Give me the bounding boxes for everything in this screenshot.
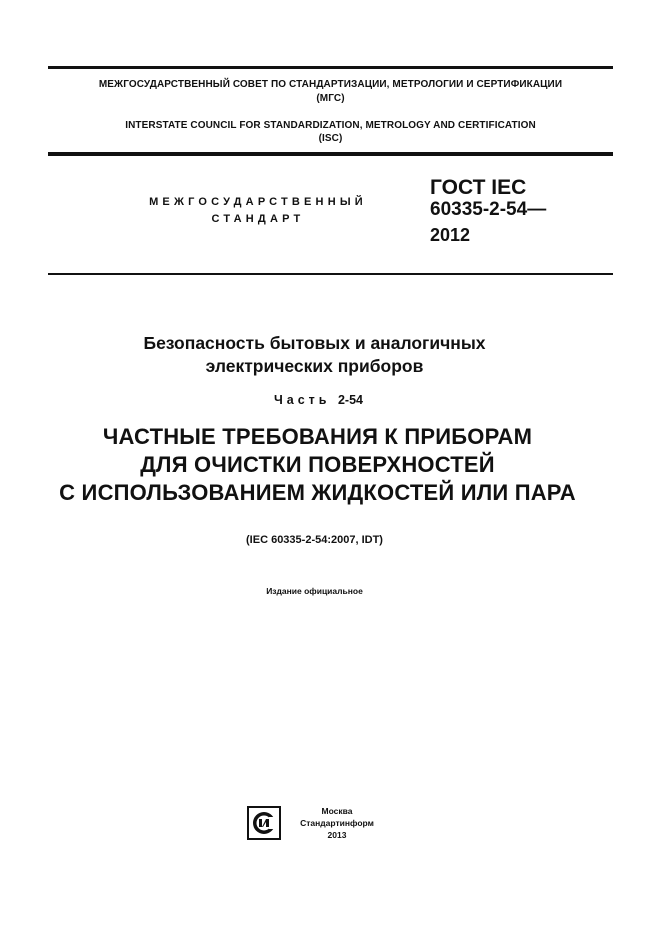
standartinform-logo-icon: [247, 806, 281, 840]
publisher-city: Москва: [321, 806, 353, 816]
council-bottom-rule: [48, 152, 613, 156]
standard-designation-year: 2012: [430, 225, 471, 245]
standard-designation-line1: ГОСТ IEC: [430, 176, 527, 199]
council-en-abbr: (ISC): [318, 133, 343, 144]
publisher-name: Стандартинформ: [300, 818, 374, 828]
edition-note: Издание официальное: [266, 586, 363, 596]
part-word: Часть: [273, 393, 331, 407]
title-line2: электрических приборов: [205, 356, 424, 376]
part-number: 2-54: [337, 393, 363, 407]
standard-designation-line2: 60335-2-54—: [430, 199, 547, 220]
council-ru-name: МЕЖГОСУДАРСТВЕННЫЙ СОВЕТ ПО СТАНДАРТИЗАЦИИ, МЕТРОЛОГИИ И СЕРТИФИКАЦИИ: [98, 79, 563, 90]
iec-reference: (IEC 60335-2-54:2007, IDT): [246, 534, 383, 546]
publisher-year: 2013: [327, 830, 347, 840]
part-label: [0, 393, 649, 407]
top-rule: [48, 66, 613, 69]
main-title-line2: ДЛЯ ОЧИСТКИ ПОВЕРХНОСТЕЙ: [140, 452, 495, 477]
main-title-line3: С ИСПОЛЬЗОВАНИЕМ ЖИДКОСТЕЙ ИЛИ ПАРА: [59, 480, 576, 505]
title-line1: Безопасность бытовых и аналогичных: [143, 333, 486, 353]
main-title-line1: ЧАСТНЫЕ ТРЕБОВАНИЯ К ПРИБОРАМ: [102, 424, 533, 449]
standard-kind-line1: МЕЖГОСУДАРСТВЕННЫЙ: [149, 196, 367, 208]
council-en-name: INTERSTATE COUNCIL FOR STANDARDIZATION, METROLOGY AND CERTIFICATION: [125, 120, 536, 131]
council-ru-abbr: (МГС): [316, 93, 345, 104]
header-bottom-rule: [48, 273, 613, 275]
standard-kind-line2: СТАНДАРТ: [211, 213, 305, 225]
